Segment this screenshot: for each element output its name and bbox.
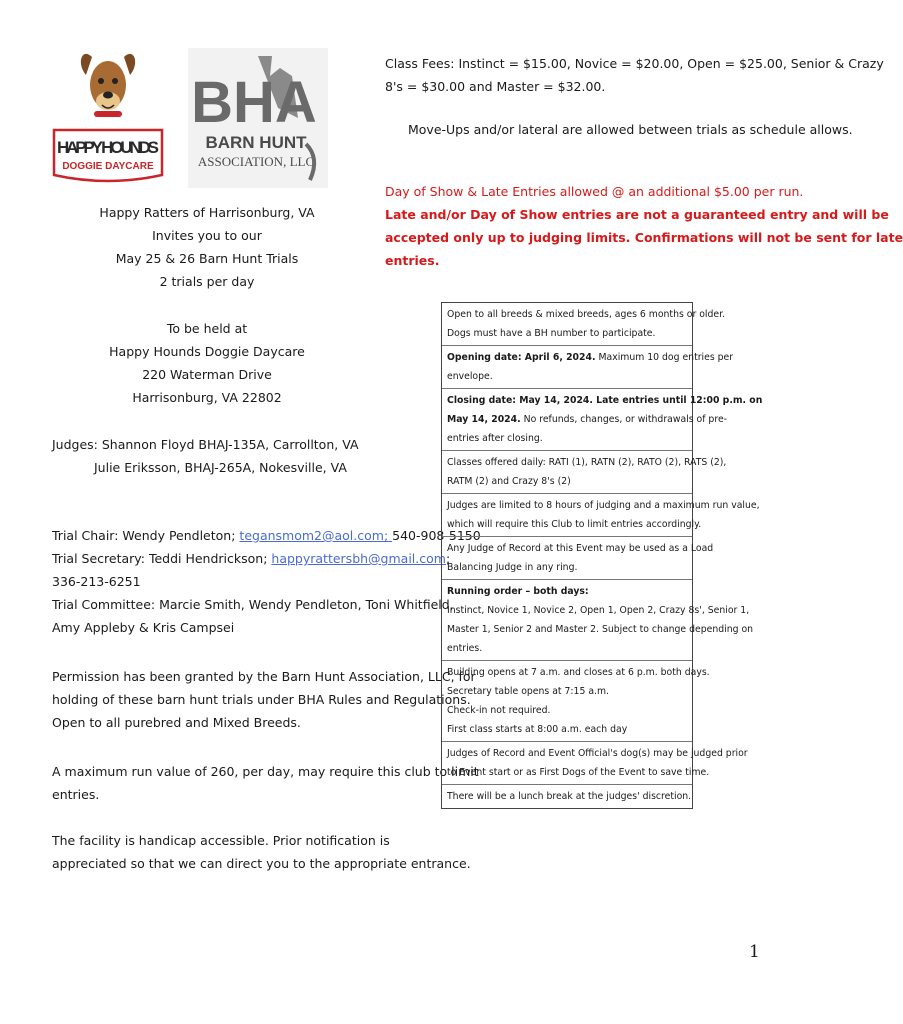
run-limit-line: entries. bbox=[52, 787, 100, 802]
table-row-text: RATM (2) and Crazy 8's (2) bbox=[447, 476, 571, 487]
happy-hounds-bottom-text: DOGGIE DAYCARE bbox=[62, 161, 154, 172]
table-row-text: envelope. bbox=[447, 371, 493, 382]
table-row-text: Balancing Judge in any ring. bbox=[447, 562, 578, 573]
bha-line2-text: ASSOCIATION, LLC bbox=[197, 154, 315, 169]
table-row-text: There will be a lunch break at the judges' discretion. bbox=[447, 791, 692, 802]
trial-chair-label: Trial Chair: Wendy Pendleton; bbox=[52, 528, 240, 543]
run-limit-block bbox=[52, 760, 479, 806]
bha-big-text: BHA bbox=[191, 70, 317, 135]
trial-secretary-label: Trial Secretary: Teddi Hendrickson; bbox=[52, 551, 272, 566]
table-row-text bbox=[447, 410, 728, 429]
table-row bbox=[442, 451, 727, 494]
permission-line: Permission has been granted by the Barn Hunt Association, LLC, for bbox=[52, 669, 476, 684]
intro-block bbox=[92, 201, 322, 293]
class-fees-line: Class Fees: Instinct = $15.00, Novice = $20.00, Open = $25.00, Senior & Crazy bbox=[385, 56, 884, 71]
intro-line: Invites you to our bbox=[152, 228, 262, 243]
trial-chair-phone: 540-908-5150 bbox=[392, 528, 481, 543]
trial-committee-line: Amy Appleby & Kris Campsei bbox=[52, 620, 235, 635]
intro-line: May 25 & 26 Barn Hunt Trials bbox=[115, 251, 299, 266]
table-row-text: Open to all breeds & mixed breeds, ages 6 months or older. bbox=[447, 309, 726, 320]
judge-line: Julie Eriksson, BHAJ-265A, Nokesville, VA bbox=[94, 460, 347, 475]
table-row-text: Instinct, Novice 1, Novice 2, Open 1, Open 2, Crazy 8s', Senior 1, bbox=[447, 605, 750, 616]
table-row-text: Judges are limited to 8 hours of judging and a maximum run value, bbox=[447, 500, 760, 511]
intro-line: 2 trials per day bbox=[159, 274, 255, 289]
venue-block bbox=[92, 317, 322, 409]
day-of-show-line: Day of Show & Late Entries allowed @ an additional $5.00 per run. bbox=[385, 184, 804, 199]
running-order-heading-text: Running order – both days: bbox=[447, 586, 589, 597]
trial-secretary-phone: 336-213-6251 bbox=[52, 574, 141, 589]
move-ups-text: Move-Ups and/or lateral are allowed between trials as schedule allows. bbox=[408, 122, 853, 137]
venue-line: To be held at bbox=[166, 321, 248, 336]
table-row-text bbox=[447, 348, 734, 367]
page-number: 1 bbox=[749, 942, 760, 962]
bha-logo bbox=[188, 48, 328, 188]
day-of-show-block bbox=[385, 180, 903, 272]
table-row-text: No refunds, changes, or withdrawals of pre- bbox=[520, 414, 728, 425]
table-row-text: to Event start or as First Dogs of the Event to save time. bbox=[447, 767, 710, 778]
trial-committee-line: Trial Committee: Marcie Smith, Wendy Pendleton, Toni Whitfield, bbox=[52, 597, 454, 612]
table-row-text: Maximum 10 dog entries per bbox=[595, 352, 734, 363]
late-entry-line: Late and/or Day of Show entries are not a guaranteed entry and will be bbox=[385, 207, 889, 222]
intro-line: Happy Ratters of Harrisonburg, VA bbox=[99, 205, 315, 220]
happy-hounds-logo bbox=[52, 45, 164, 185]
table-row bbox=[442, 580, 754, 661]
judges-block bbox=[52, 433, 359, 479]
running-order-heading bbox=[447, 582, 688, 601]
trial-secretary-email-link[interactable]: happyrattersbh@gmail.com bbox=[271, 551, 446, 566]
table-row-text: Judges of Record and Event Official's dog(s) may be judged prior bbox=[447, 748, 748, 759]
table-row-text: which will require this Club to limit entries accordingly. bbox=[447, 519, 702, 530]
trial-secretary-line bbox=[52, 547, 481, 570]
venue-line: Happy Hounds Doggie Daycare bbox=[109, 344, 305, 359]
run-limit-line: A maximum run value of 260, per day, may require this club to limit bbox=[52, 764, 479, 779]
closing-date-text: May 14, 2024. bbox=[447, 414, 521, 425]
class-fees-line: 8's = $30.00 and Master = $32.00. bbox=[385, 79, 606, 94]
table-row bbox=[442, 494, 760, 537]
trial-secretary-separator: ; bbox=[445, 551, 451, 566]
table-row-text: Building opens at 7 a.m. and closes at 6 p.m. both days. bbox=[447, 667, 710, 678]
table-row-text: entries after closing. bbox=[447, 433, 543, 444]
late-entry-line: entries. bbox=[385, 253, 440, 268]
class-fees-block bbox=[385, 52, 884, 98]
closing-date-text: Closing date: May 14, 2024. Late entries until 12:00 p.m. on bbox=[447, 395, 763, 406]
table-row bbox=[442, 303, 726, 346]
facility-line: appreciated so that we can direct you to the appropriate entrance. bbox=[52, 856, 471, 871]
table-row-text: First class starts at 8:00 a.m. each day bbox=[447, 724, 628, 735]
table-row bbox=[442, 661, 710, 742]
facility-line: The facility is handicap accessible. Prior notification is bbox=[52, 833, 390, 848]
bha-line1-text: BARN HUNT bbox=[205, 133, 307, 152]
table-row bbox=[442, 346, 734, 389]
trial-chair-email-link[interactable]: tegansmom2@aol.com; bbox=[239, 528, 393, 543]
table-row-text: Check-in not required. bbox=[447, 705, 551, 716]
venue-line: 220 Waterman Drive bbox=[142, 367, 272, 382]
info-table bbox=[441, 302, 763, 809]
permission-line: holding of these barn hunt trials under BHA Rules and Regulations. bbox=[52, 692, 471, 707]
table-row-text: Master 1, Senior 2 and Master 2. Subject to change depending on bbox=[447, 624, 754, 635]
officials-block bbox=[52, 524, 481, 639]
table-row-text: entries. bbox=[447, 643, 483, 654]
table-row bbox=[442, 742, 748, 785]
venue-line: Harrisonburg, VA 22802 bbox=[132, 390, 282, 405]
opening-date: Opening date: April 6, 2024. bbox=[447, 352, 596, 363]
permission-line: Open to all purebred and Mixed Breeds. bbox=[52, 715, 301, 730]
facility-block bbox=[52, 829, 471, 875]
table-row bbox=[442, 537, 714, 580]
permission-block bbox=[52, 665, 476, 734]
trial-chair-line bbox=[52, 524, 481, 547]
closing-date bbox=[447, 391, 763, 410]
judge-line: Judges: Shannon Floyd BHAJ-135A, Carrollton, VA bbox=[52, 437, 359, 452]
table-row bbox=[442, 785, 692, 808]
table-row-text: Dogs must have a BH number to participate. bbox=[447, 328, 656, 339]
late-entry-line: accepted only up to judging limits. Confirmations will not be sent for late bbox=[385, 230, 903, 245]
table-row-text: Classes offered daily: RATI (1), RATN (2), RATO (2), RATS (2), bbox=[447, 457, 727, 468]
happy-hounds-top-text: HAPPY HOUNDS bbox=[57, 138, 159, 157]
table-row bbox=[442, 389, 763, 451]
table-row-text: Secretary table opens at 7:15 a.m. bbox=[447, 686, 609, 697]
table-row-text: Any Judge of Record at this Event may be used as a Load bbox=[447, 543, 714, 554]
